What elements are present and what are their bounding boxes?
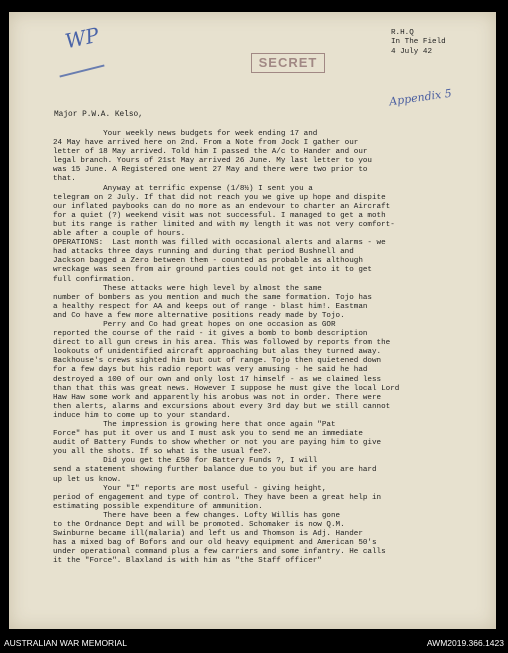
body-line: induce him to come up to your standard.: [53, 411, 231, 420]
body-line: The impression is growing here that once again "Pat: [53, 421, 336, 429]
archive-reference: AWM2019.366.1423: [426, 638, 504, 648]
body-line: OPERATIONS: Last month was filled with occasional alerts and alarms - we: [53, 239, 386, 248]
body-line: destroyed a 100 of our own and only lost 17 himself - as we claimed less: [53, 375, 382, 384]
archive-name: AUSTRALIAN WAR MEMORIAL: [4, 638, 127, 648]
body-line: that.: [53, 175, 76, 184]
body-line: Your weekly news budgets for week ending 17 and: [53, 130, 318, 138]
body-line: Jackson bagged a Zero between them - counted as probable as although: [53, 257, 363, 266]
body-line: legal branch. Yours of 21st May arrived 26 June. My last letter to you: [53, 157, 372, 166]
body-line: full confirmation.: [53, 275, 136, 284]
body-line: period of engagement and type of control. They have been a great help in: [53, 493, 382, 502]
letter-body: [53, 130, 399, 567]
header-date: 4 July 42: [391, 47, 433, 56]
body-line: to the Ordnance Dept and will be promoted. Schomaker is now Q.M.: [53, 521, 345, 530]
body-line: Force" has put it over us and I must ask you to send me an immediate: [53, 430, 363, 439]
body-line: audit of Battery Funds to show whether or not you are paying him to give: [53, 439, 382, 448]
body-line: up let us know.: [53, 475, 122, 484]
body-line: Swinburne became ill(malaria) and left us and Thomson is Adj. Hander: [53, 530, 363, 539]
handwritten-underline: [59, 64, 104, 77]
body-line: Your "I" reports are most useful - giving height,: [53, 484, 327, 493]
body-line: number of bombers as you mention and much the same formation. Tojo has: [53, 293, 372, 302]
body-line: able after a couple of hours.: [53, 230, 186, 239]
body-line: estimating possible expenditure of ammunition.: [53, 502, 263, 511]
handwritten-initials: WP: [62, 22, 102, 54]
body-line: direct to all gun crews in his area. This was followed by reports from the: [53, 339, 391, 348]
body-line: a healthy respect for AA and keeps out of range - blast him!. Eastman: [53, 302, 368, 311]
secret-stamp: SECRET: [251, 53, 325, 73]
body-line: wreckage was seen from air ground parties could not get into it to get: [53, 266, 372, 275]
header-location: In The Field: [391, 38, 446, 47]
body-line: Anyway at terrific expense (1/8½) I sent you a: [53, 184, 313, 193]
body-line: There have been a few changes. Lofty Willis has gone: [53, 511, 341, 520]
body-line: for a few days but his radio report was very amusing - he said he had: [53, 366, 368, 375]
body-line: our inflated paybooks can do no more as an endevour to charter an Aircraft: [53, 202, 391, 211]
letter-page: [9, 12, 496, 629]
body-line: than that this was great news. However I suppose he must give the local Lord: [53, 384, 400, 393]
body-line: has a mixed bag of Bofors and our old heavy equipment and American 50's: [53, 539, 377, 548]
body-line: send a statement showing further balance due to you but if you are hard: [53, 466, 377, 475]
archive-footer: [0, 637, 508, 653]
body-line: but its range is rather limited and with my length it was not very comfort-: [53, 220, 395, 229]
body-line: Backhouse's crews sighted him but out of range. Tojo then quietened down: [53, 357, 382, 366]
body-line: lookouts of unidentified aircraft approaching but alas they turned away.: [53, 348, 382, 357]
letter-header: [391, 29, 446, 57]
body-line: it the "Force". Blaxland is with him as "the Staff officer": [53, 557, 322, 566]
body-line: reported the course of the raid - it gives a bomb to bomb description: [53, 330, 368, 339]
body-line: had attacks three days running and during that period Bushnell and: [53, 248, 354, 257]
body-line: you all the shots. If so what is the usual fee?.: [53, 448, 272, 457]
body-line: and Co have a few more alternative positions ready made by Tojo.: [53, 311, 345, 320]
handwritten-appendix-note: Appendix 5: [388, 86, 453, 109]
body-line: Did you get the £50 for Battery Funds ?, I will: [53, 457, 318, 466]
body-line: then alerts, alarms and excursions about every 3rd day but we still cannot: [53, 402, 391, 411]
body-line: Haw Haw some work and apparently his arobus was not in order. There were: [53, 393, 382, 402]
body-line: 24 May have arrived here on 2nd. From a Note from Jock I gather our: [53, 139, 359, 148]
body-line: telegram on 2 July. If that did not reach you we give up hope and dispite: [53, 193, 386, 202]
body-line: letter of 18 May arrived. Told him I passed the A/c to Hander and our: [53, 148, 368, 157]
body-line: for a quiet (?) weekend visit was not successful. I managed to get a moth: [53, 211, 386, 220]
body-line: was 15 June. A Registered one went 27 May and there were two prior to: [53, 166, 368, 175]
header-unit: R.H.Q: [391, 29, 414, 37]
body-line: These attacks were high level by almost the same: [53, 284, 322, 293]
salutation: Major P.W.A. Kelso,: [54, 111, 143, 119]
body-line: Perry and Co had great hopes on one occasion as GOR: [53, 320, 336, 329]
body-line: under operational command plus a few carriers and some infantry. He calls: [53, 548, 386, 557]
